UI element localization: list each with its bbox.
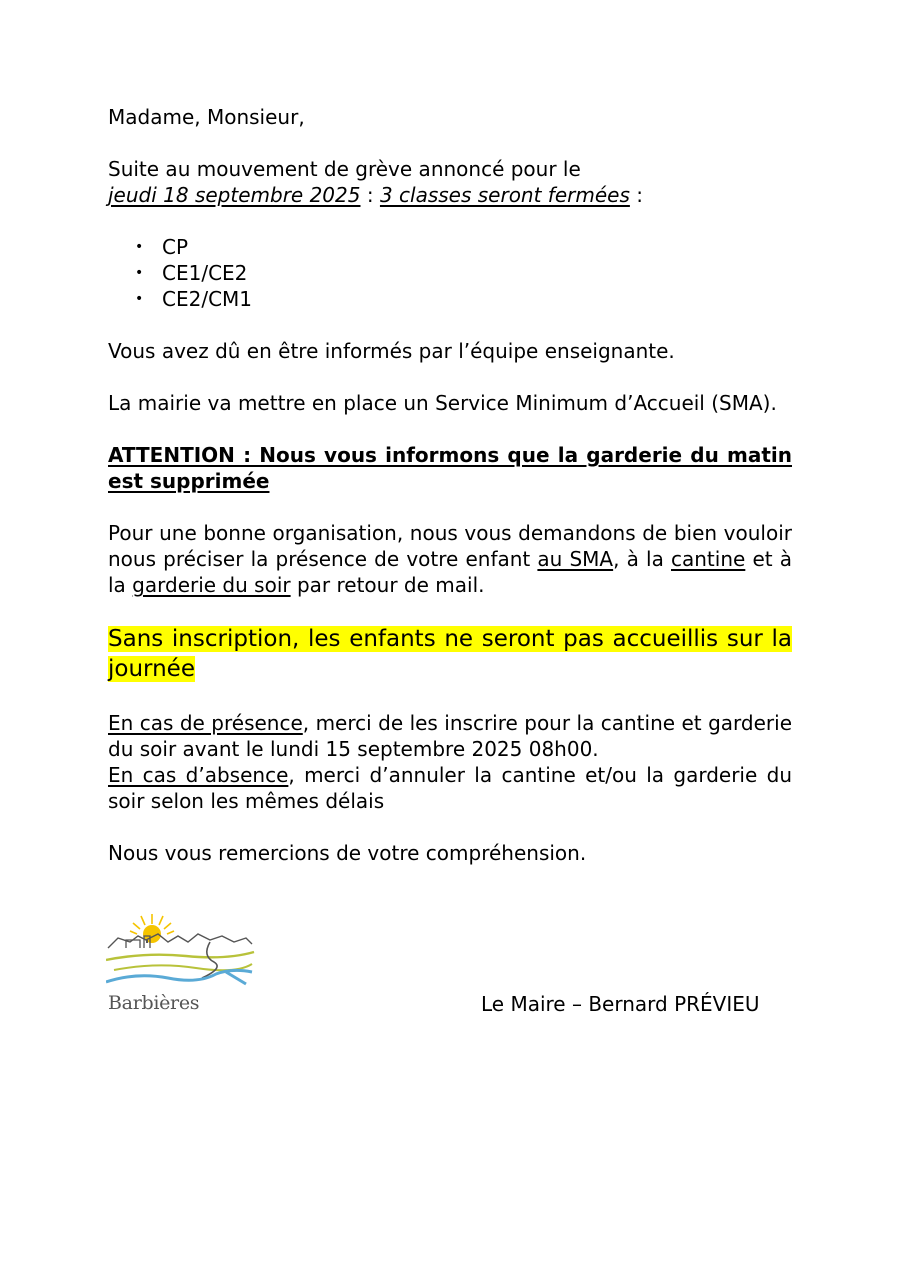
strike-date: jeudi 18 septembre 2025 [108, 183, 361, 207]
absence-label: En cas d’absence [108, 763, 289, 787]
sma-paragraph: La mairie va mettre en place un Service Minimum d’Accueil (SMA). [108, 391, 777, 415]
barbieres-logo [106, 912, 256, 1016]
sma-mention: au SMA [537, 547, 614, 571]
cantine-mention: cantine [671, 547, 746, 571]
highlighted-warning: Sans inscription, les enfants ne seront pas accueillis sur la journée [108, 626, 792, 682]
organisation-text: Pour une bonne organisation, nous vous demandons de bien vouloir nous préciser la présence de votre enfant [108, 521, 792, 571]
presence-text: , merci de les inscrire pour la cantine et garderie du soir avant le lundi 15 septembre 2025 08h00. [108, 711, 792, 761]
list-item: • CP [162, 234, 792, 260]
organisation-text: par retour de mail. [290, 573, 485, 597]
list-item: • CE2/CM1 [162, 286, 792, 312]
separator: : [360, 183, 380, 207]
garderie-mention: garderie du soir [132, 573, 291, 597]
letter-body [108, 104, 792, 866]
list-item: • CE1/CE2 [162, 260, 792, 286]
highlight-paragraph [108, 624, 792, 684]
salutation: Madame, Monsieur, [108, 105, 305, 129]
classes-closed: 3 classes seront fermées [379, 183, 630, 207]
organisation-text: et à la [108, 547, 793, 597]
informed-paragraph: Vous avez dû en être informés par l’équipe enseignante. [108, 339, 675, 363]
signature: Le Maire – Bernard PRÉVIEU [481, 992, 760, 1016]
attention-paragraph: ATTENTION : Nous vous informons que la garderie du matin est supprimée [108, 443, 792, 493]
closed-classes-list [108, 234, 792, 312]
absence-text: , merci d’annuler la cantine et/ou la garderie du soir selon les mêmes délais [108, 763, 793, 813]
presence-label: En cas de présence [108, 711, 303, 735]
intro-paragraph [108, 156, 792, 208]
separator: : [629, 183, 643, 207]
absence-paragraph [108, 762, 792, 814]
organisation-text: , à la [613, 547, 671, 571]
presence-paragraph [108, 710, 792, 762]
organisation-paragraph [108, 520, 792, 598]
mountain-sun-icon [106, 912, 256, 996]
thanks-paragraph: Nous vous remercions de votre compréhension. [108, 841, 587, 865]
logo-text: Barbières [108, 992, 200, 1014]
intro-line: Suite au mouvement de grève annoncé pour le [108, 157, 581, 181]
letter-footer [106, 912, 806, 1022]
